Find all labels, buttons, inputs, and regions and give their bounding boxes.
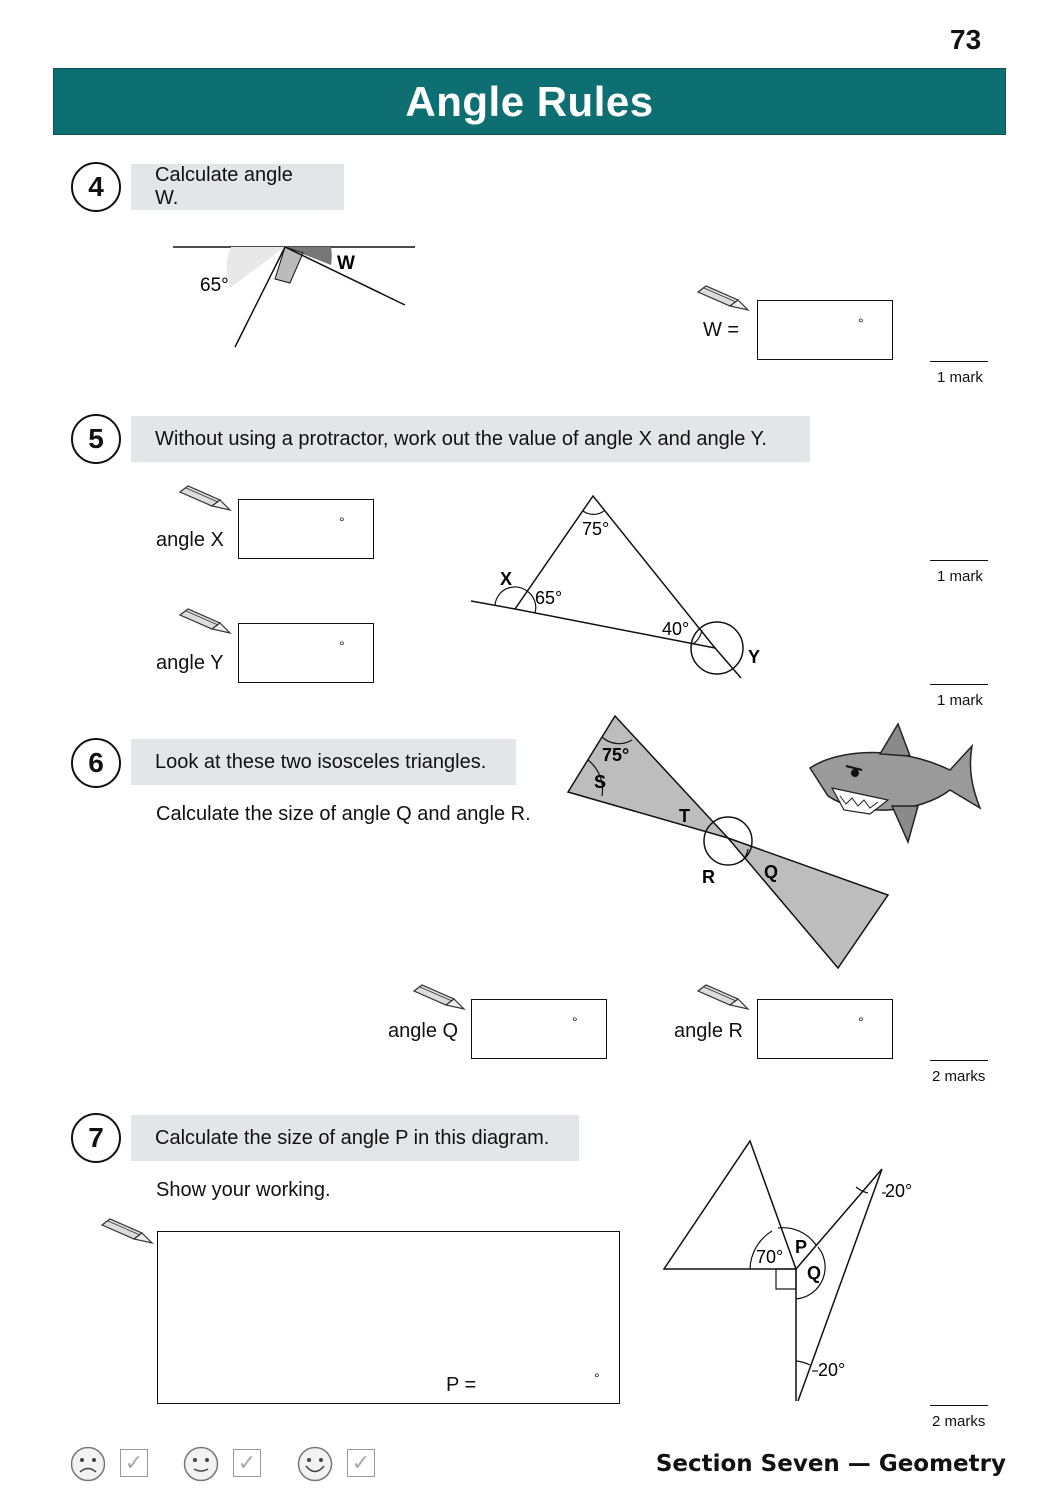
q7-label-70: 70° [756, 1247, 784, 1267]
degree-symbol: ° [858, 1014, 864, 1030]
q7-answer-label: P = [446, 1374, 477, 1396]
q7-working-box[interactable] [157, 1231, 620, 1404]
degree-symbol: ° [858, 315, 864, 331]
q6-angle-r-label: angle R [674, 1020, 743, 1042]
q5-label-40: 40° [662, 619, 690, 639]
happy-face-icon[interactable] [297, 1446, 333, 1482]
q7-label-p: P [795, 1237, 808, 1257]
degree-symbol: ° [339, 638, 345, 654]
neutral-face-icon[interactable] [183, 1446, 219, 1482]
q6-angle-q-label: angle Q [388, 1020, 459, 1042]
q5-triangle-diagram [465, 490, 775, 690]
q6-angle-q-box[interactable] [471, 999, 607, 1059]
section-title: Section Seven — Geometry [655, 1451, 1006, 1477]
q7-label-20-bottom: 20° [818, 1360, 846, 1380]
mark-line [930, 684, 988, 685]
q6-prompt: Look at these two isosceles triangles. [131, 739, 516, 785]
shark-illustration [800, 718, 985, 848]
degree-symbol: ° [594, 1370, 600, 1386]
q7-prompt: Calculate the size of angle P in this diagram. [131, 1115, 579, 1161]
q5-label-75: 75° [582, 519, 610, 539]
q7-diagram [658, 1135, 928, 1407]
mark-line [930, 560, 988, 561]
mark-line [930, 361, 988, 362]
q4-w-label: W [337, 253, 355, 274]
q5-angle-y-box[interactable] [238, 623, 374, 683]
degree-symbol: ° [572, 1014, 578, 1030]
q5-angle-x-box[interactable] [238, 499, 374, 559]
q7-label-q: Q [807, 1263, 822, 1283]
pencil-icon [178, 607, 232, 637]
q5-label-y: Y [748, 647, 761, 667]
q7-label-20-top: 20° [885, 1181, 913, 1201]
pencil-icon [412, 983, 466, 1013]
q7-instruction: Show your working. [156, 1179, 331, 1201]
mark-line [930, 1060, 988, 1061]
q6-label-t: T [679, 806, 690, 826]
question-number-4: 4 [71, 162, 121, 212]
question-number-6: 6 [71, 738, 121, 788]
page-title: Angle Rules [405, 77, 654, 125]
q6-instruction: Calculate the size of angle Q and angle R. [156, 803, 531, 825]
pencil-icon [696, 983, 750, 1013]
q5-label-65: 65° [535, 588, 563, 608]
q6-label-75: 75° [602, 745, 630, 765]
q7-marks: 2 marks [932, 1413, 986, 1430]
q4-answer-label: W = [703, 319, 740, 341]
q5-angle-x-label: angle X [156, 529, 224, 551]
q6-angle-r-box[interactable] [757, 999, 893, 1059]
q4-angle-65-label: 65° [200, 275, 229, 296]
q5-angle-y-label: angle Y [156, 652, 224, 674]
q4-diagram [165, 235, 425, 355]
pencil-icon [100, 1217, 154, 1247]
question-number-7: 7 [71, 1113, 121, 1163]
q4-prompt: Calculate angle W. [131, 164, 344, 210]
q6-label-r: R [702, 867, 715, 887]
question-number-5: 5 [71, 414, 121, 464]
tick-box[interactable]: ✓ [233, 1449, 261, 1477]
sad-face-icon[interactable] [70, 1446, 106, 1482]
tick-box[interactable]: ✓ [347, 1449, 375, 1477]
page-title-bar [53, 68, 1006, 135]
page-number: 73 [950, 24, 982, 55]
q6-label-s: S [594, 772, 607, 792]
degree-symbol: ° [339, 514, 345, 530]
q5-marks-y: 1 mark [937, 692, 983, 709]
q6-label-q: Q [764, 862, 779, 882]
pencil-icon [178, 484, 232, 514]
pencil-icon [696, 284, 750, 314]
q5-label-x: X [500, 569, 513, 589]
q5-prompt: Without using a protractor, work out the value of angle X and angle Y. [131, 416, 810, 462]
q4-marks: 1 mark [937, 369, 983, 386]
q5-marks-x: 1 mark [937, 568, 983, 585]
q4-answer-box[interactable] [757, 300, 893, 360]
tick-box[interactable]: ✓ [120, 1449, 148, 1477]
mark-line [930, 1405, 988, 1406]
q6-marks: 2 marks [932, 1068, 986, 1085]
